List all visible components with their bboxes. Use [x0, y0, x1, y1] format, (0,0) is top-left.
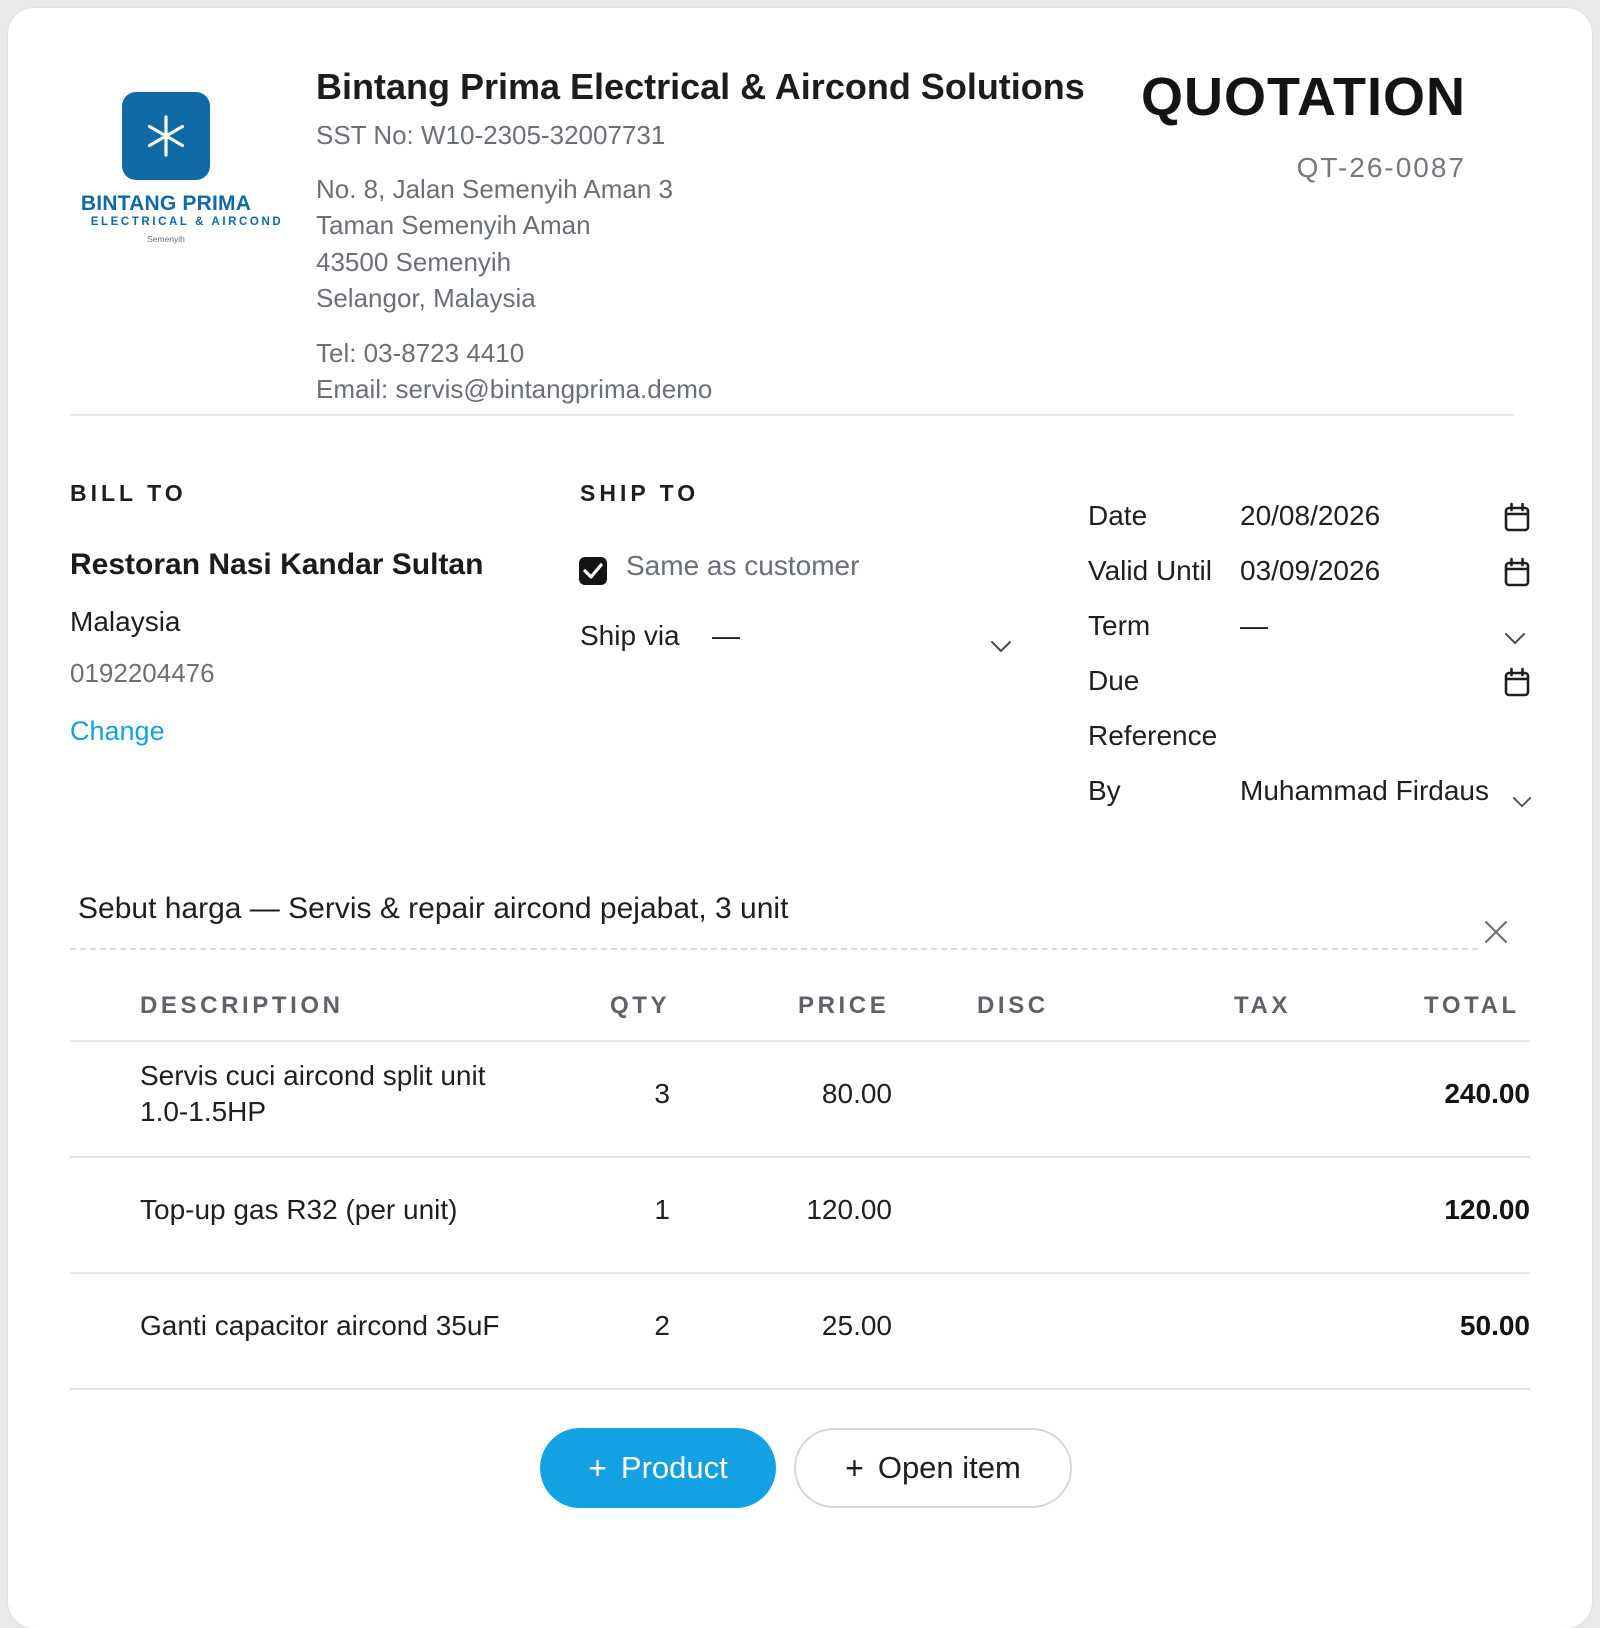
bill-to-label: BILL TO — [70, 480, 187, 506]
ship-via-label: Ship via — [580, 620, 680, 651]
company-address-line: No. 8, Jalan Semenyih Aman 3 — [316, 174, 673, 204]
snowflake-icon — [144, 114, 188, 158]
row-description: Ganti capacitor aircond 35uF — [140, 1310, 500, 1341]
calendar-icon[interactable] — [1504, 502, 1530, 532]
plus-icon: + — [845, 1449, 864, 1486]
row-description: Servis cuci aircond split unit — [140, 1060, 486, 1091]
ship-to-label: SHIP TO — [580, 480, 700, 506]
quotation-card — [8, 8, 1592, 1628]
valid-until-field[interactable]: 03/09/2026 — [1240, 555, 1381, 586]
calendar-icon[interactable] — [1504, 557, 1530, 587]
logo-name: BINTANG PRIMA — [80, 192, 252, 215]
calendar-icon[interactable] — [1504, 667, 1530, 697]
logo-town: Semenyih — [147, 234, 185, 244]
company-logo — [122, 92, 210, 180]
row-qty: 3 — [654, 1078, 670, 1109]
table-row[interactable] — [70, 1042, 1530, 1156]
header-divider — [70, 414, 1514, 416]
row-total: 120.00 — [1444, 1194, 1530, 1225]
column-header-disc: DISC — [977, 992, 1049, 1019]
company-email: Email: servis@bintangprima.demo — [316, 374, 713, 404]
date-label: Date — [1088, 500, 1148, 531]
chevron-down-icon[interactable] — [990, 640, 1012, 654]
checkmark-icon — [583, 562, 603, 580]
company-address-line: 43500 Semenyih — [316, 247, 512, 277]
row-total: 240.00 — [1444, 1078, 1530, 1109]
row-total: 50.00 — [1459, 1310, 1530, 1341]
chevron-down-icon[interactable] — [1504, 632, 1526, 646]
column-header-price: PRICE — [798, 992, 890, 1019]
document-title: QUOTATION — [1141, 67, 1466, 127]
add-open-item-label: Open item — [877, 1450, 1021, 1485]
table-row[interactable] — [70, 1274, 1530, 1388]
chevron-down-icon[interactable] — [1512, 796, 1532, 809]
by-select[interactable]: Muhammad Firdaus — [1240, 775, 1489, 806]
column-header-tax: TAX — [1234, 992, 1292, 1019]
date-field[interactable]: 20/08/2026 — [1240, 500, 1381, 531]
table-row[interactable] — [70, 1158, 1530, 1272]
valid-until-label: Valid Until — [1088, 555, 1212, 586]
add-product-label: Product — [620, 1450, 728, 1485]
plus-icon: + — [588, 1449, 607, 1486]
customer-country: Malaysia — [70, 606, 181, 637]
change-customer-link[interactable]: Change — [70, 716, 165, 746]
customer-name: Restoran Nasi Kandar Sultan — [70, 548, 484, 581]
row-price: 25.00 — [821, 1310, 892, 1341]
row-price: 80.00 — [821, 1078, 892, 1109]
row-qty: 2 — [654, 1310, 670, 1341]
ship-via-select[interactable]: — — [712, 620, 740, 651]
row-description: 1.0-1.5HP — [140, 1096, 267, 1127]
term-select[interactable]: — — [1240, 610, 1268, 641]
term-label: Term — [1088, 610, 1151, 641]
same-as-customer-checkbox[interactable] — [579, 557, 607, 585]
row-description: Top-up gas R32 (per unit) — [140, 1194, 458, 1225]
company-address-line: Selangor, Malaysia — [316, 283, 536, 313]
logo-tagline: ELECTRICAL & AIRCOND — [90, 216, 284, 228]
company-name: Bintang Prima Electrical & Aircond Solutions — [316, 66, 1085, 107]
reference-label: Reference — [1088, 720, 1218, 751]
customer-phone: 0192204476 — [70, 658, 215, 688]
same-as-customer-label[interactable]: Same as customer — [626, 550, 860, 581]
company-address-line: Taman Semenyih Aman — [316, 210, 591, 240]
company-tel: Tel: 03-8723 4410 — [316, 338, 525, 368]
subject-underline — [70, 948, 1478, 950]
add-open-item-button[interactable] — [794, 1428, 1072, 1508]
column-header-description: DESCRIPTION — [140, 992, 344, 1019]
table-divider — [70, 1388, 1530, 1390]
company-sst: SST No: W10-2305-32007731 — [316, 120, 666, 150]
row-qty: 1 — [654, 1194, 670, 1225]
close-icon[interactable] — [1484, 920, 1508, 944]
row-price: 120.00 — [806, 1194, 892, 1225]
column-header-total: TOTAL — [1424, 992, 1520, 1019]
column-header-qty: QTY — [610, 992, 671, 1019]
add-product-button[interactable] — [540, 1428, 776, 1508]
by-label: By — [1088, 775, 1121, 806]
due-label: Due — [1088, 665, 1140, 696]
document-number: QT-26-0087 — [1296, 152, 1466, 183]
quotation-subject-input[interactable]: Sebut harga — Servis & repair aircond pejabat, 3 unit — [78, 892, 789, 925]
